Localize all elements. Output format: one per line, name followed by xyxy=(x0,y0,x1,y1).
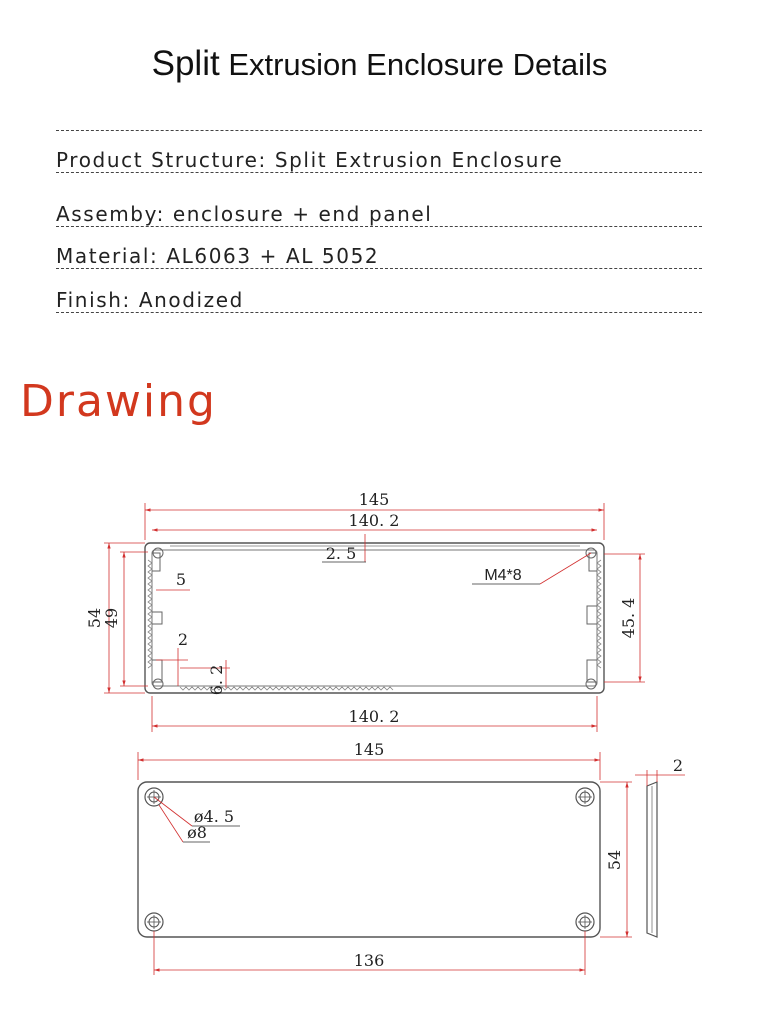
profile-right-ribs xyxy=(597,560,601,668)
dim-label-thickness: 2 xyxy=(672,756,684,775)
dim-label-145-panel: 145 xyxy=(353,740,385,759)
profile-screw-boss-bl xyxy=(153,679,163,689)
dim-label-2-5: 2. 5 xyxy=(325,544,357,563)
thread-label: M4*8 xyxy=(484,567,522,584)
profile-left-ribs xyxy=(148,560,152,668)
hole-label-small: ø4. 5 xyxy=(193,807,235,826)
thread-leader xyxy=(540,553,591,584)
hole-leader-small xyxy=(154,797,192,826)
panel-view xyxy=(138,740,685,975)
profile-left-mid-slot xyxy=(152,612,162,624)
hole-leader-large xyxy=(159,805,183,842)
profile-right-mid-slot xyxy=(587,606,597,624)
spec-row-finish: Finish: Anodized xyxy=(56,288,702,313)
hole-label-large: ø8 xyxy=(187,823,207,842)
panel-outline xyxy=(138,782,600,937)
dim-label-5: 5 xyxy=(175,570,187,589)
profile-screw-boss-br xyxy=(586,679,596,689)
section-title-drawing: Drawing xyxy=(20,376,217,427)
dim-label-140-2-top: 140. 2 xyxy=(348,511,400,530)
dim-label-6-2: 6. 2 xyxy=(207,664,226,696)
dim-label-45-4: 45. 4 xyxy=(619,597,638,639)
dim-label-54-profile: 54 xyxy=(85,607,104,629)
panel-hole-tr xyxy=(576,788,594,806)
spec-row-material: Material: AL6063 + AL 5052 xyxy=(56,244,702,269)
profile-left-top-boss xyxy=(152,553,160,571)
dim-label-49: 49 xyxy=(102,607,121,629)
panel-hole-br xyxy=(576,913,594,931)
spec-row-assembly: Assemby: enclosure + end panel xyxy=(56,202,702,227)
panel-hole-bl xyxy=(145,913,163,931)
title-word-split: Split xyxy=(151,44,220,83)
dim-label-54-panel: 54 xyxy=(605,849,624,871)
spec-row-structure: Product Structure: Split Extrusion Enclosure xyxy=(56,148,702,173)
profile-view xyxy=(85,490,645,732)
dim-label-140-2-bottom: 140. 2 xyxy=(348,707,400,726)
dim-label-2-profile: 2 xyxy=(177,630,189,649)
dim-label-136: 136 xyxy=(353,951,385,970)
dim-label-145: 145 xyxy=(358,490,390,509)
profile-right-top-boss xyxy=(589,553,597,571)
title-rest: Extrusion Enclosure Details xyxy=(219,47,608,82)
